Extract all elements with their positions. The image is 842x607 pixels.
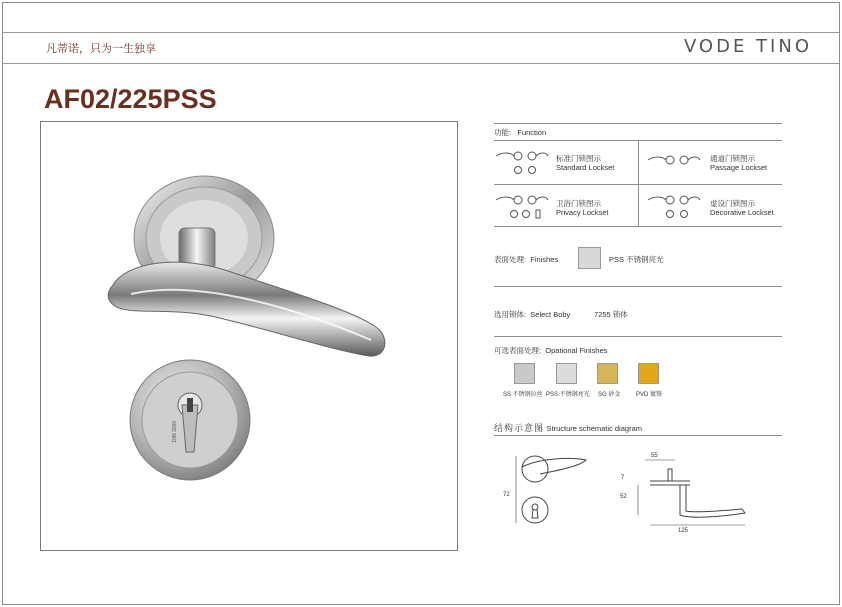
standard-lockset-en: Standard Lockset	[556, 163, 615, 172]
optional-finishes-label: 可选表面处理: Opational Finishes	[494, 346, 608, 355]
structure-rule	[494, 435, 782, 436]
brand-slogan: 凡蒂诺，只为一生独享	[46, 43, 156, 55]
standard-lockset-cn: 标准门锁图示	[556, 154, 601, 163]
function-rule-2	[494, 184, 782, 185]
optional-swatch-pss-label: PSS 不锈钢亮光	[546, 392, 590, 398]
function-divider	[638, 140, 639, 226]
decorative-lockset-cn: 虚设门锁图示	[710, 199, 755, 208]
decorative-lockset-en: Decorative Lockset	[710, 208, 774, 217]
body-bottom-rule	[494, 336, 782, 337]
body-value: 7255 锁体	[594, 310, 628, 319]
privacy-lockset-icon	[494, 192, 550, 222]
product-photo	[40, 121, 458, 551]
optional-swatch-ss	[514, 363, 535, 384]
finish-swatch-pss	[578, 247, 601, 269]
header-bottom-rule	[2, 63, 840, 64]
header-top-rule	[2, 32, 840, 33]
passage-lockset-cn: 通道门锁图示	[710, 154, 755, 163]
optional-swatch-sg	[597, 363, 618, 384]
brand-logo: VODE TINO	[683, 36, 812, 57]
finishes-value: PSS 不锈钢亮光	[609, 255, 664, 264]
privacy-lockset-cn: 卫浴门锁图示	[556, 199, 601, 208]
privacy-lockset-en: Privacy Lockset	[556, 208, 609, 217]
function-top-rule	[494, 123, 782, 124]
body-label: 选用锁体: Select Boby	[494, 310, 571, 319]
product-model: AF02/225PSS	[44, 84, 217, 114]
dim-projection: 52	[620, 494, 627, 500]
standard-lockset-icon	[494, 148, 550, 178]
cylinder-escutcheon	[130, 360, 250, 480]
optional-swatch-sg-label: SG 砂金	[598, 392, 621, 398]
structure-heading: 结构示意图 Structure schematic diagram	[494, 423, 642, 433]
optional-swatch-ss-label: SS 不锈钢拉丝	[503, 392, 543, 398]
dim-height-rose: 72	[503, 492, 510, 498]
decorative-lockset-icon	[646, 192, 702, 222]
structure-side-view	[630, 455, 760, 535]
finishes-label: 表面处理: Finishes	[494, 255, 559, 264]
dim-length: 125	[678, 528, 689, 534]
dim-top: 55	[651, 453, 658, 459]
structure-front-view	[500, 452, 600, 532]
finishes-bottom-rule	[494, 286, 782, 287]
passage-lockset-en: Passage Lockset	[710, 163, 768, 172]
passage-lockset-icon	[646, 150, 702, 170]
optional-swatch-pvd	[638, 363, 659, 384]
optional-swatch-pss	[556, 363, 577, 384]
function-bottom-rule	[494, 226, 782, 227]
cylinder-marking: DIN 3000	[172, 420, 178, 442]
dim-offset: 7	[621, 475, 625, 481]
function-label: 功能: Function	[494, 128, 547, 137]
optional-swatch-pvd-label: PVD 镀铬	[636, 392, 663, 398]
